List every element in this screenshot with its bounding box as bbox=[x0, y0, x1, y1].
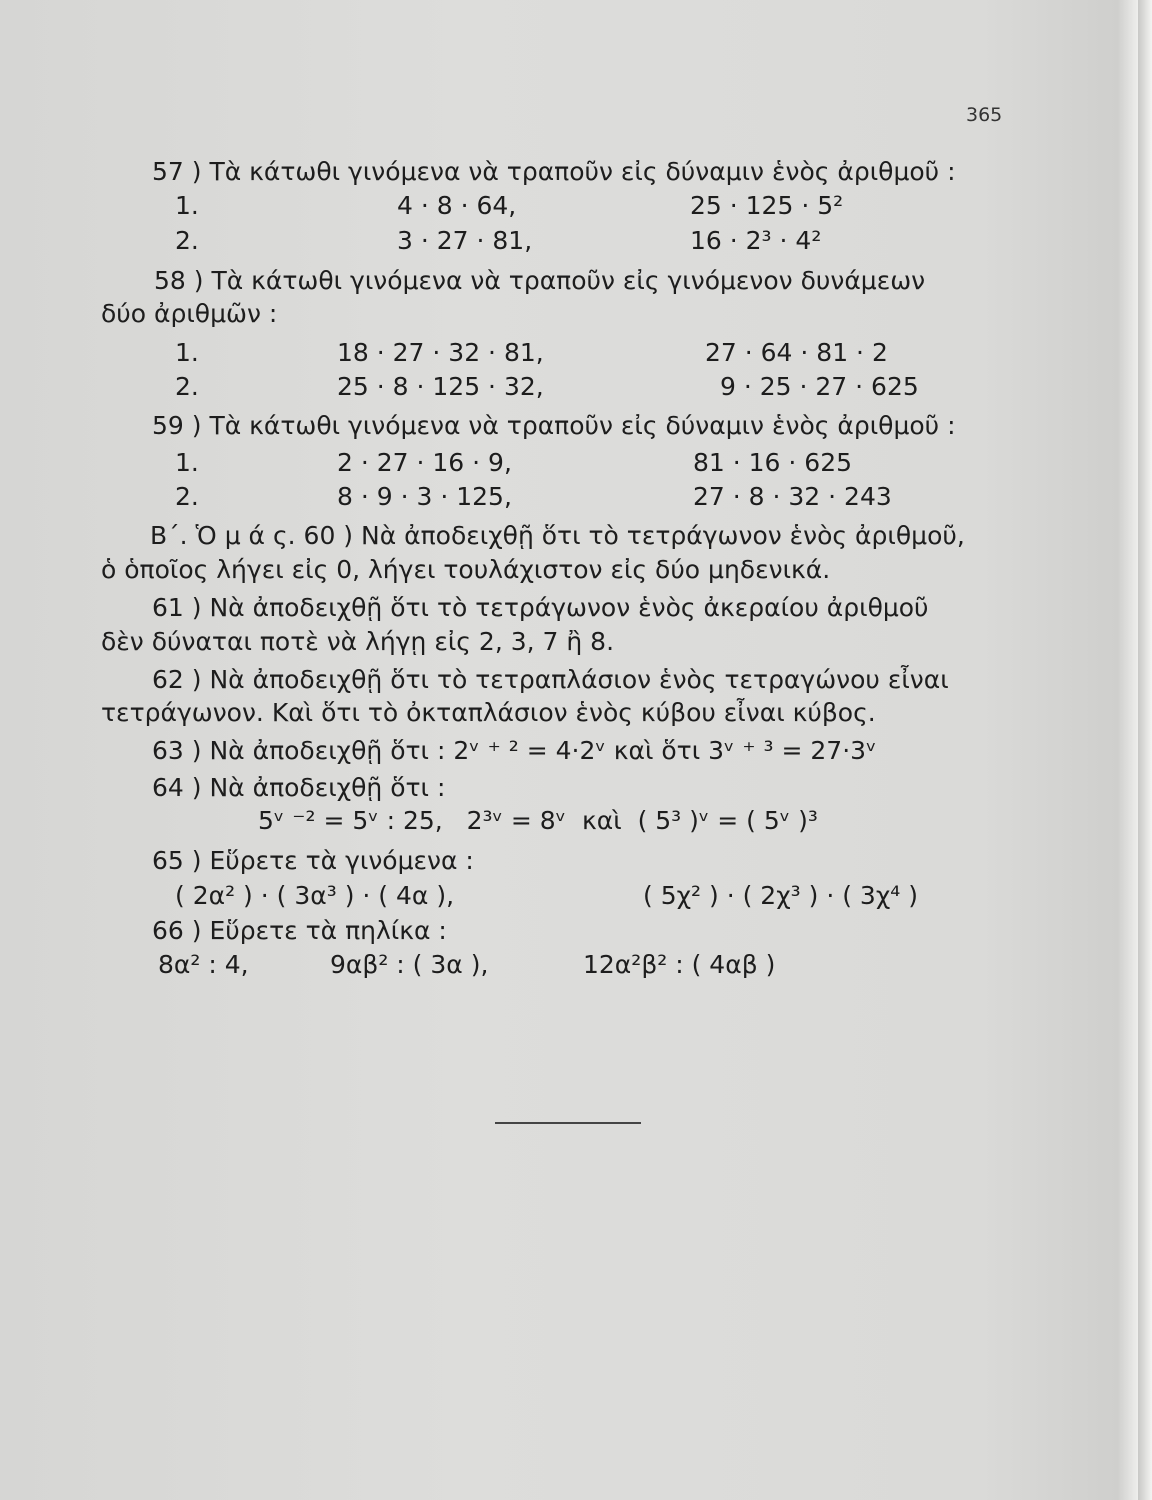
exercise-61-line-1: 61 ) Νὰ ἀποδειχθῇ ὅτι τὸ τετράγωνον ἑνὸς ἀκεραίου ἀριθμοῦ bbox=[152, 593, 929, 622]
exercise-58-heading-line-2: δύο ἀριθμῶν : bbox=[101, 299, 278, 328]
exercise-57-row-1-a: 4 · 8 · 64, bbox=[397, 191, 517, 220]
exercise-60-line-2: ὁ ὁποῖος λήγει εἰς 0, λήγει τουλάχιστον εἰς δύο μηδενικά. bbox=[101, 555, 831, 584]
section-divider bbox=[495, 1122, 641, 1124]
exercise-57-row-2-number: 2. bbox=[175, 226, 199, 255]
exercise-66-heading: 66 ) Εὕρετε τὰ πηλίκα : bbox=[152, 916, 447, 945]
exercise-59-row-2-b: 27 · 8 · 32 · 243 bbox=[693, 482, 892, 511]
exercise-57-row-2-a: 3 · 27 · 81, bbox=[397, 226, 533, 255]
page-number: 365 bbox=[966, 104, 1003, 126]
exercise-59-row-1-b: 81 · 16 · 625 bbox=[693, 448, 853, 477]
exercise-63-line: 63 ) Νὰ ἀποδειχθῇ ὅτι : 2ᵛ ⁺ ² = 4·2ᵛ καὶ ὅτι 3ᵛ ⁺ ³ = 27·3ᵛ bbox=[152, 736, 877, 765]
exercise-65-product-b: ( 5χ² ) · ( 2χ³ ) · ( 3χ⁴ ) bbox=[643, 881, 918, 910]
exercise-65-product-a: ( 2α² ) · ( 3α³ ) · ( 4α ), bbox=[175, 881, 455, 910]
exercise-62-line-2: τετράγωνον. Καὶ ὅτι τὸ ὀκταπλάσιον ἑνὸς κύβου εἶναι κύβος. bbox=[101, 698, 876, 727]
exercise-66-quotient-a: 8α² : 4, bbox=[158, 950, 249, 979]
exercise-57-heading: 57 ) Τὰ κάτωθι γινόμενα νὰ τραποῦν εἰς δύναμιν ἑνὸς ἀριθμοῦ : bbox=[152, 157, 956, 186]
exercise-58-row-1-b: 27 · 64 · 81 · 2 bbox=[705, 338, 888, 367]
exercise-59-heading: 59 ) Τὰ κάτωθι γινόμενα νὰ τραποῦν εἰς δύναμιν ἑνὸς ἀριθμοῦ : bbox=[152, 411, 956, 440]
exercise-58-row-1-number: 1. bbox=[175, 338, 199, 367]
exercise-59-row-2-number: 2. bbox=[175, 482, 199, 511]
exercise-57-row-1-number: 1. bbox=[175, 191, 199, 220]
exercise-64-heading: 64 ) Νὰ ἀποδειχθῇ ὅτι : bbox=[152, 773, 446, 802]
exercise-58-row-2-b: 9 · 25 · 27 · 625 bbox=[720, 372, 919, 401]
exercise-61-line-2: δὲν δύναται ποτὲ νὰ λήγῃ εἰς 2, 3, 7 ἢ 8. bbox=[101, 627, 615, 656]
exercise-64-formula: 5ᵛ ⁻² = 5ᵛ : 25, 2³ᵛ = 8ᵛ καὶ ( 5³ )ᵛ = ( 5ᵛ )³ bbox=[258, 806, 818, 835]
exercise-57-row-2-b: 16 · 2³ · 4² bbox=[690, 226, 822, 255]
exercise-58-row-2-a: 25 · 8 · 125 · 32, bbox=[337, 372, 544, 401]
exercise-59-row-1-a: 2 · 27 · 16 · 9, bbox=[337, 448, 512, 477]
exercise-66-quotient-c: 12α²β² : ( 4αβ ) bbox=[583, 950, 776, 979]
exercise-58-heading-line-1: 58 ) Τὰ κάτωθι γινόμενα νὰ τραποῦν εἰς γινόμενον δυνάμεων bbox=[154, 266, 926, 295]
exercise-57-row-1-b: 25 · 125 · 5² bbox=[690, 191, 844, 220]
exercise-62-line-1: 62 ) Νὰ ἀποδειχθῇ ὅτι τὸ τετραπλάσιον ἑνὸς τετραγώνου εἶναι bbox=[152, 665, 949, 694]
exercise-66-quotient-b: 9αβ² : ( 3α ), bbox=[330, 950, 489, 979]
exercise-60-line-1: Β΄. Ὁ μ ά ς. 60 ) Νὰ ἀποδειχθῇ ὅτι τὸ τετράγωνον ἑνὸς ἀριθμοῦ, bbox=[150, 521, 965, 550]
exercise-59-row-2-a: 8 · 9 · 3 · 125, bbox=[337, 482, 512, 511]
page-edge bbox=[1138, 0, 1152, 1500]
exercise-58-row-2-number: 2. bbox=[175, 372, 199, 401]
exercise-58-row-1-a: 18 · 27 · 32 · 81, bbox=[337, 338, 544, 367]
exercise-65-heading: 65 ) Εὕρετε τὰ γινόμενα : bbox=[152, 846, 474, 875]
exercise-59-row-1-number: 1. bbox=[175, 448, 199, 477]
